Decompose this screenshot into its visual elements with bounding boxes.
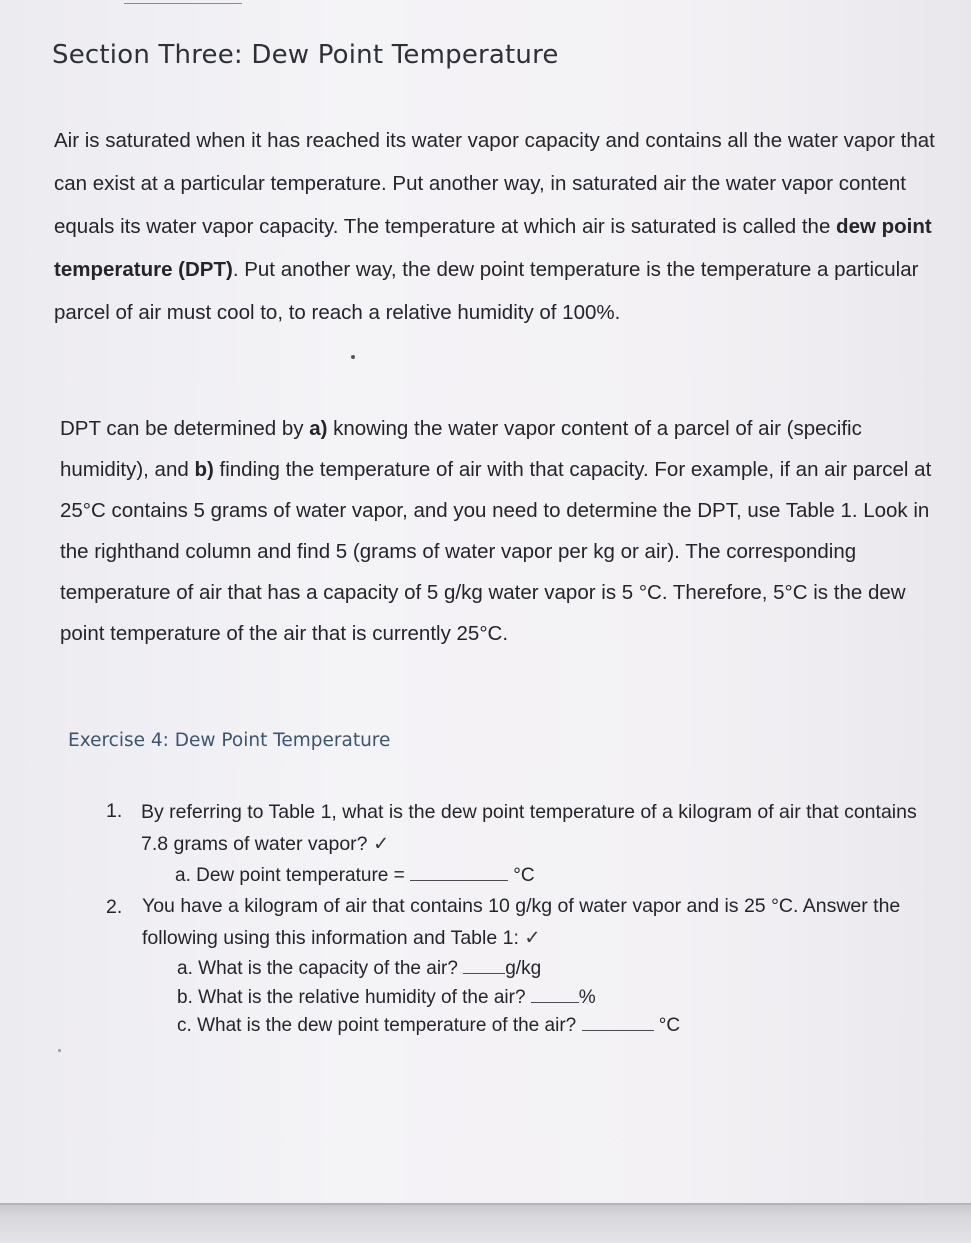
question-2a — [177, 957, 541, 980]
subitem-letter: c. — [177, 1015, 192, 1036]
subitem-text: What is the capacity of the air? — [198, 958, 458, 979]
paragraph-text: knowing the water vapor content of a parcel of air (specific humidity), and — [60, 417, 862, 481]
dpt-term: dew point temperature (DPT) — [54, 215, 932, 281]
paragraph-text: DPT can be determined by — [60, 417, 310, 440]
paragraph-text: Air is saturated when it has reached its water vapor capacity and contains all the water vapor that can exist at a particular temperature. Put another way, in saturated air the water vapor content equals its water vapor capacity. The temperature at which air is saturated is called the — [54, 129, 935, 238]
page-bottom-shadow — [0, 1205, 971, 1243]
paragraph-determining-dpt — [60, 408, 940, 654]
step-a-label: a) — [309, 417, 328, 440]
subitem-text: What is the relative humidity of the air? — [198, 987, 526, 1008]
subitem-letter: a. — [177, 958, 193, 979]
unit-label: °C — [513, 865, 535, 886]
step-b-label: b) — [194, 458, 214, 481]
question-1 — [141, 796, 931, 860]
question-number: 1. — [106, 800, 123, 822]
subitem-letter: b. — [177, 987, 193, 1008]
stray-mark — [58, 1049, 61, 1052]
paragraph-saturation — [54, 119, 959, 334]
question-2c — [177, 1014, 680, 1037]
exercise-title: Exercise 4: Dew Point Temperature — [68, 730, 391, 751]
subitem-text: Dew point temperature = — [196, 865, 405, 886]
unit-label: g/kg — [505, 958, 542, 979]
question-number: 2. — [106, 896, 123, 918]
question-2 — [142, 890, 922, 954]
question-text: You have a kilogram of air that contains 10 g/kg of water vapor and is 25 °C. Answer the following using this information and Table 1: — [142, 895, 901, 949]
unit-label: °C — [658, 1015, 681, 1036]
answer-blank-dew-point[interactable] — [410, 864, 508, 881]
question-text: By referring to Table 1, what is the dew point temperature of a kilogram of air that contains 7.8 grams of water vapor? — [141, 801, 917, 855]
checkmark-icon: ✓ — [524, 927, 541, 949]
answer-blank-dew-point-2[interactable] — [582, 1014, 654, 1031]
paragraph-text: . Put another way, the dew point temperature is the temperature a particular parcel of air must cool to, to reach a relative humidity of 100%. — [54, 258, 919, 324]
stray-mark — [351, 355, 355, 359]
checkmark-icon: ✓ — [372, 833, 390, 855]
top-divider — [124, 3, 242, 4]
answer-blank-relative-humidity[interactable] — [531, 986, 579, 1003]
subitem-text: What is the dew point temperature of the air? — [197, 1015, 577, 1036]
section-title: Section Three: Dew Point Temperature — [52, 40, 559, 70]
paragraph-text: finding the temperature of air with that capacity. For example, if an air parcel at 25°C contains 5 grams of water vapor, and you need to determine the DPT, use Table 1. Look in the righthand column and find 5 (grams of water vapor per kg or air). The corresponding temperature of air that has a capacity of 5 g/kg water vapor is 5 °C. Therefore, 5°C is the dew point temperature of the air that is currently 25°C. — [60, 458, 932, 645]
unit-label: % — [578, 987, 596, 1008]
subitem-letter: a. — [175, 865, 191, 886]
question-1a — [175, 864, 535, 887]
question-2b — [177, 986, 596, 1009]
answer-blank-capacity[interactable] — [463, 957, 505, 974]
